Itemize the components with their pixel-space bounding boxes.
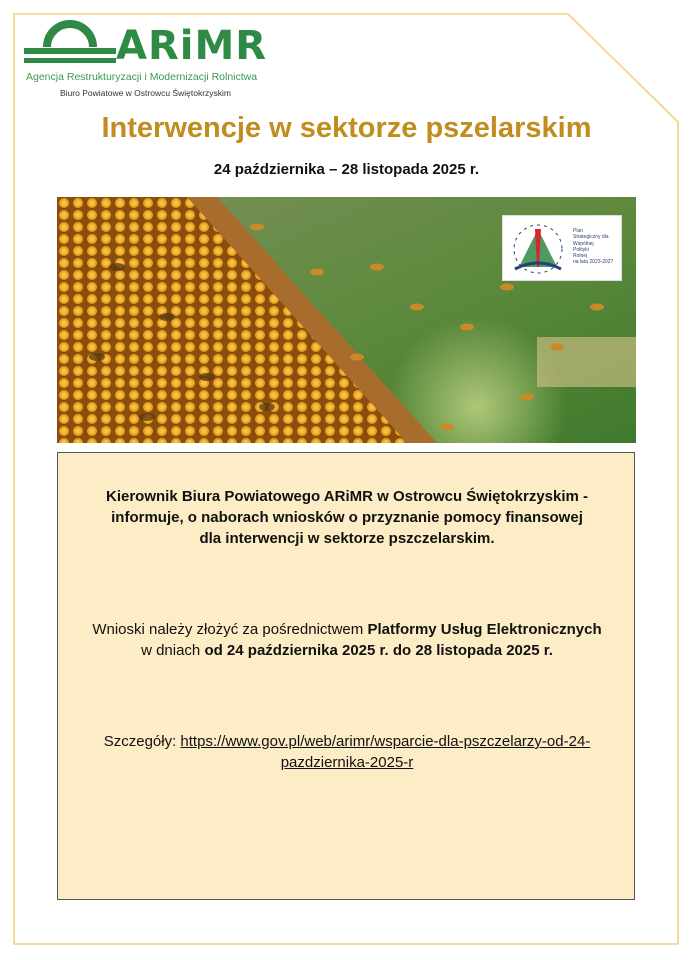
- plan-strategiczny-badge: [502, 215, 622, 281]
- logo-office-name: Biuro Powiatowe w Ostrowcu Świętokrzyskim: [60, 88, 231, 98]
- details-paragraph: [58, 731, 636, 773]
- plan-strategiczny-logo-icon: [505, 217, 571, 279]
- honeycomb-bees-image: [57, 197, 636, 443]
- logo-wordmark: ARiMR: [116, 23, 268, 69]
- details-link-continued[interactable]: pazdziernika-2025-r: [280, 754, 414, 771]
- submission-dates: od 24 października 2025 r. do 28 listopada 2025 r.: [204, 642, 553, 659]
- date-range: 24 października – 28 listopada 2025 r.: [213, 161, 480, 178]
- submission-paragraph: Wnioski należy złożyć za pośrednictwem Platformy Usług Elektronicznych w dniach od 24 października 2025 r. do 28 listopada 2025 r.: [92, 621, 602, 659]
- intro-paragraph: Kierownik Biura Powiatowego ARiMR w Ostrowcu Świętokrzyskim - informuje, o naborach wniosków o przyznanie pomocy finansowej dla interwencji w sektorze pszczelarskim.: [105, 488, 589, 547]
- details-link[interactable]: https://www.gov.pl/web/arimr/wsparcie-dla-pszczelarzy-od-24-: [180, 733, 591, 750]
- information-box: [57, 452, 635, 900]
- arimr-logo: [24, 20, 274, 100]
- logo-agency-name: Agencja Restrukturyzacji i Modernizacji Rolnictwa: [26, 71, 258, 83]
- arimr-logo-icon: [24, 20, 116, 68]
- plan-strategiczny-text: Plan Strategiczny dla Wspólnej Polityki Rolnej na lata 2023-2027: [573, 228, 614, 266]
- details-label: Szczegóły:: [103, 733, 181, 750]
- platform-name: Platformy Usług Elektronicznych: [367, 621, 602, 638]
- page-title: Interwencje w sektorze pszelarskim: [101, 112, 592, 144]
